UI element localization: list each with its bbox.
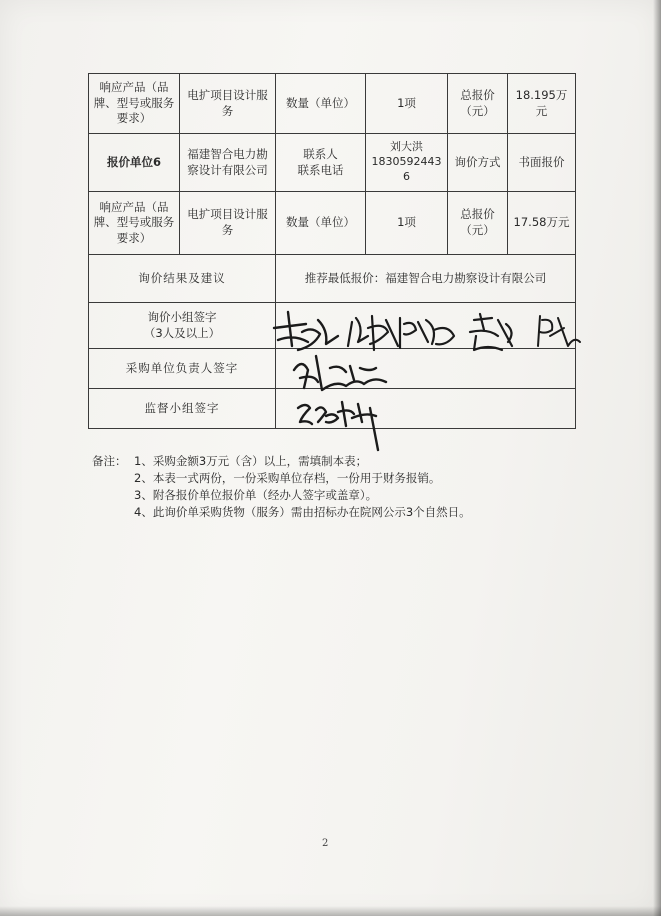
inquiry-method-label: 询价方式 — [448, 134, 508, 192]
note-item: 3、附各报价单位报价单（经办人签字或盖章）。 — [134, 488, 378, 502]
note-row — [92, 470, 572, 487]
product-label-1: 响应产品（品牌、型号或服务要求） — [89, 74, 180, 134]
product-value-1: 电扩项目设计服务 — [180, 74, 276, 134]
total-price-label-1: 总报价（元） — [448, 74, 508, 134]
supervision-signature-label: 监督小组签字 — [89, 389, 276, 429]
contact-value: 刘大洪 18305924436 — [366, 134, 448, 192]
bidder-label: 报价单位6 — [89, 134, 180, 192]
inquiry-group-signature-label: 询价小组签字 （3人及以上） — [89, 303, 276, 349]
page-number: 2 — [322, 838, 329, 849]
inquiry-method-value: 书面报价 — [508, 134, 576, 192]
quantity-value-2: 1项 — [366, 192, 448, 255]
note-row — [92, 504, 572, 521]
bidder-name: 福建智合电力勘察设计有限公司 — [180, 134, 276, 192]
notes-section — [92, 453, 572, 521]
result-value: 推荐最低报价：福建智合电力勘察设计有限公司 — [276, 255, 576, 303]
note-item: 1、采购金额3万元（含）以上，需填制本表； — [134, 454, 368, 468]
contact-label: 联系人 联系电话 — [276, 134, 366, 192]
product-label-2: 响应产品（品牌、型号或服务要求） — [89, 192, 180, 255]
quantity-label-1: 数量（单位） — [276, 74, 366, 134]
result-label: 询价结果及建议 — [89, 255, 276, 303]
note-row — [92, 487, 572, 504]
table-row — [89, 74, 576, 134]
table-row — [89, 134, 576, 192]
note-item: 4、此询价单采购货物（服务）需由招标办在院网公示3个自然日。 — [134, 505, 471, 519]
note-item: 2、本表一式两份，一份采购单位存档，一份用于财务报销。 — [134, 471, 441, 485]
table-row — [89, 192, 576, 255]
quantity-value-1: 1项 — [366, 74, 448, 134]
page-edge-shadow — [653, 0, 661, 916]
quantity-label-2: 数量（单位） — [276, 192, 366, 255]
product-value-2: 电扩项目设计服务 — [180, 192, 276, 255]
total-price-value-1: 18.195万元 — [508, 74, 576, 134]
table-row — [89, 255, 576, 303]
total-price-label-2: 总报价（元） — [448, 192, 508, 255]
page-edge-shadow — [0, 906, 661, 916]
notes-label: 备注： — [92, 454, 127, 468]
signature-supervision — [292, 394, 402, 456]
total-price-value-2: 17.58万元 — [508, 192, 576, 255]
signature-purchasing-head — [286, 350, 396, 396]
note-row — [92, 453, 572, 470]
purchasing-head-signature-label: 采购单位负责人签字 — [89, 349, 276, 389]
